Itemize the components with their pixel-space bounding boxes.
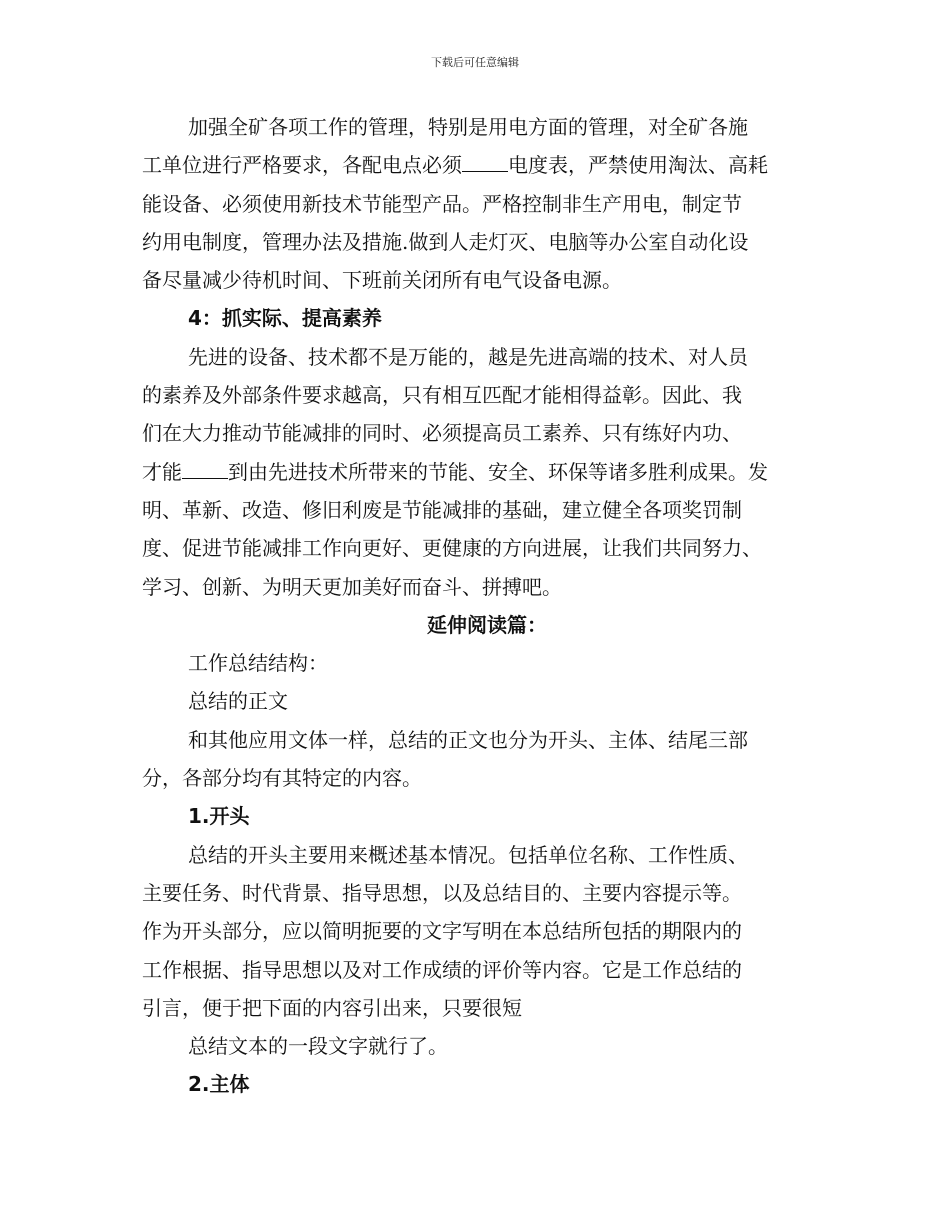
paragraph-line: 能设备、必须使用新技术节能型产品。严格控制非生产用电，制定节 <box>142 191 742 216</box>
paragraph-line: 和其他应用文体一样，总结的正文也分为开头、主体、结尾三部 <box>188 727 748 752</box>
text-span: 工单位进行严格要求，各配电点必须 <box>142 153 462 178</box>
paragraph-line: 学习、创新、为明天更加美好而奋斗、拼搏吧。 <box>142 574 562 599</box>
paragraph-line <box>142 453 832 491</box>
document-body <box>142 108 832 1104</box>
paragraph-line: 分，各部分均有其特定的内容。 <box>142 766 422 791</box>
paragraph-line: 主要任务、时代背景、指导思想，以及总结目的、主要内容提示等。 <box>142 880 742 905</box>
subheading: 工作总结结构： <box>188 651 328 676</box>
extended-reading-title: 延伸阅读篇： <box>427 612 547 637</box>
text-span: 才能 <box>142 459 182 484</box>
paragraph-line: 度、促进节能减排工作向更好、更健康的方向进展，让我们共同努力、 <box>142 536 762 561</box>
paragraph-line: 工作根据、指导思想以及对工作成绩的评价等内容。它是工作总结的 <box>142 957 742 982</box>
paragraph-line: 总结的开头主要用来概述基本情况。包括单位名称、工作性质、 <box>188 842 748 867</box>
section-heading-opening: 1.开头 <box>188 804 250 829</box>
paragraph-line: 总结文本的一段文字就行了。 <box>188 1034 448 1059</box>
paragraph-line <box>142 146 832 184</box>
text-span: 电度表，严禁使用淘汰、高耗 <box>508 153 768 178</box>
fill-in-blank <box>462 155 508 172</box>
paragraph-line: 作为开头部分，应以简明扼要的文字写明在本总结所包括的期限内的 <box>142 919 742 944</box>
paragraph-line: 备尽量减少待机时间、下班前关闭所有电气设备电源。 <box>142 268 622 293</box>
section-heading-main: 2.主体 <box>188 1072 250 1097</box>
paragraph-line: 先进的设备、技术都不是万能的，越是先进高端的技术、对人员 <box>188 344 748 369</box>
paragraph-line: 加强全矿各项工作的管理，特别是用电方面的管理，对全矿各施 <box>188 115 748 139</box>
paragraph-line: 约用电制度，管理办法及措施.做到人走灯灭、电脑等办公室自动化设 <box>142 229 749 254</box>
text-span: 到由先进技术所带来的节能、安全、环保等诸多胜利成果。发 <box>228 459 768 484</box>
paragraph-line: 的素养及外部条件要求越高，只有相互匹配才能相得益彰。因此、我 <box>142 383 742 408</box>
subheading: 总结的正文 <box>188 689 288 714</box>
section-heading: 4：抓实际、提高素养 <box>188 306 382 331</box>
fill-in-blank <box>182 462 228 479</box>
paragraph-line: 引言，便于把下面的内容引出来，只要很短 <box>142 995 522 1020</box>
paragraph-line: 明、革新、改造、修旧利废是节能减排的基础，建立健全各项奖罚制 <box>142 497 742 522</box>
page-header-note: 下载后可任意编辑 <box>431 56 519 69</box>
paragraph-line: 们在大力推动节能减排的同时、必须提高员工素养、只有练好内功、 <box>142 421 742 446</box>
